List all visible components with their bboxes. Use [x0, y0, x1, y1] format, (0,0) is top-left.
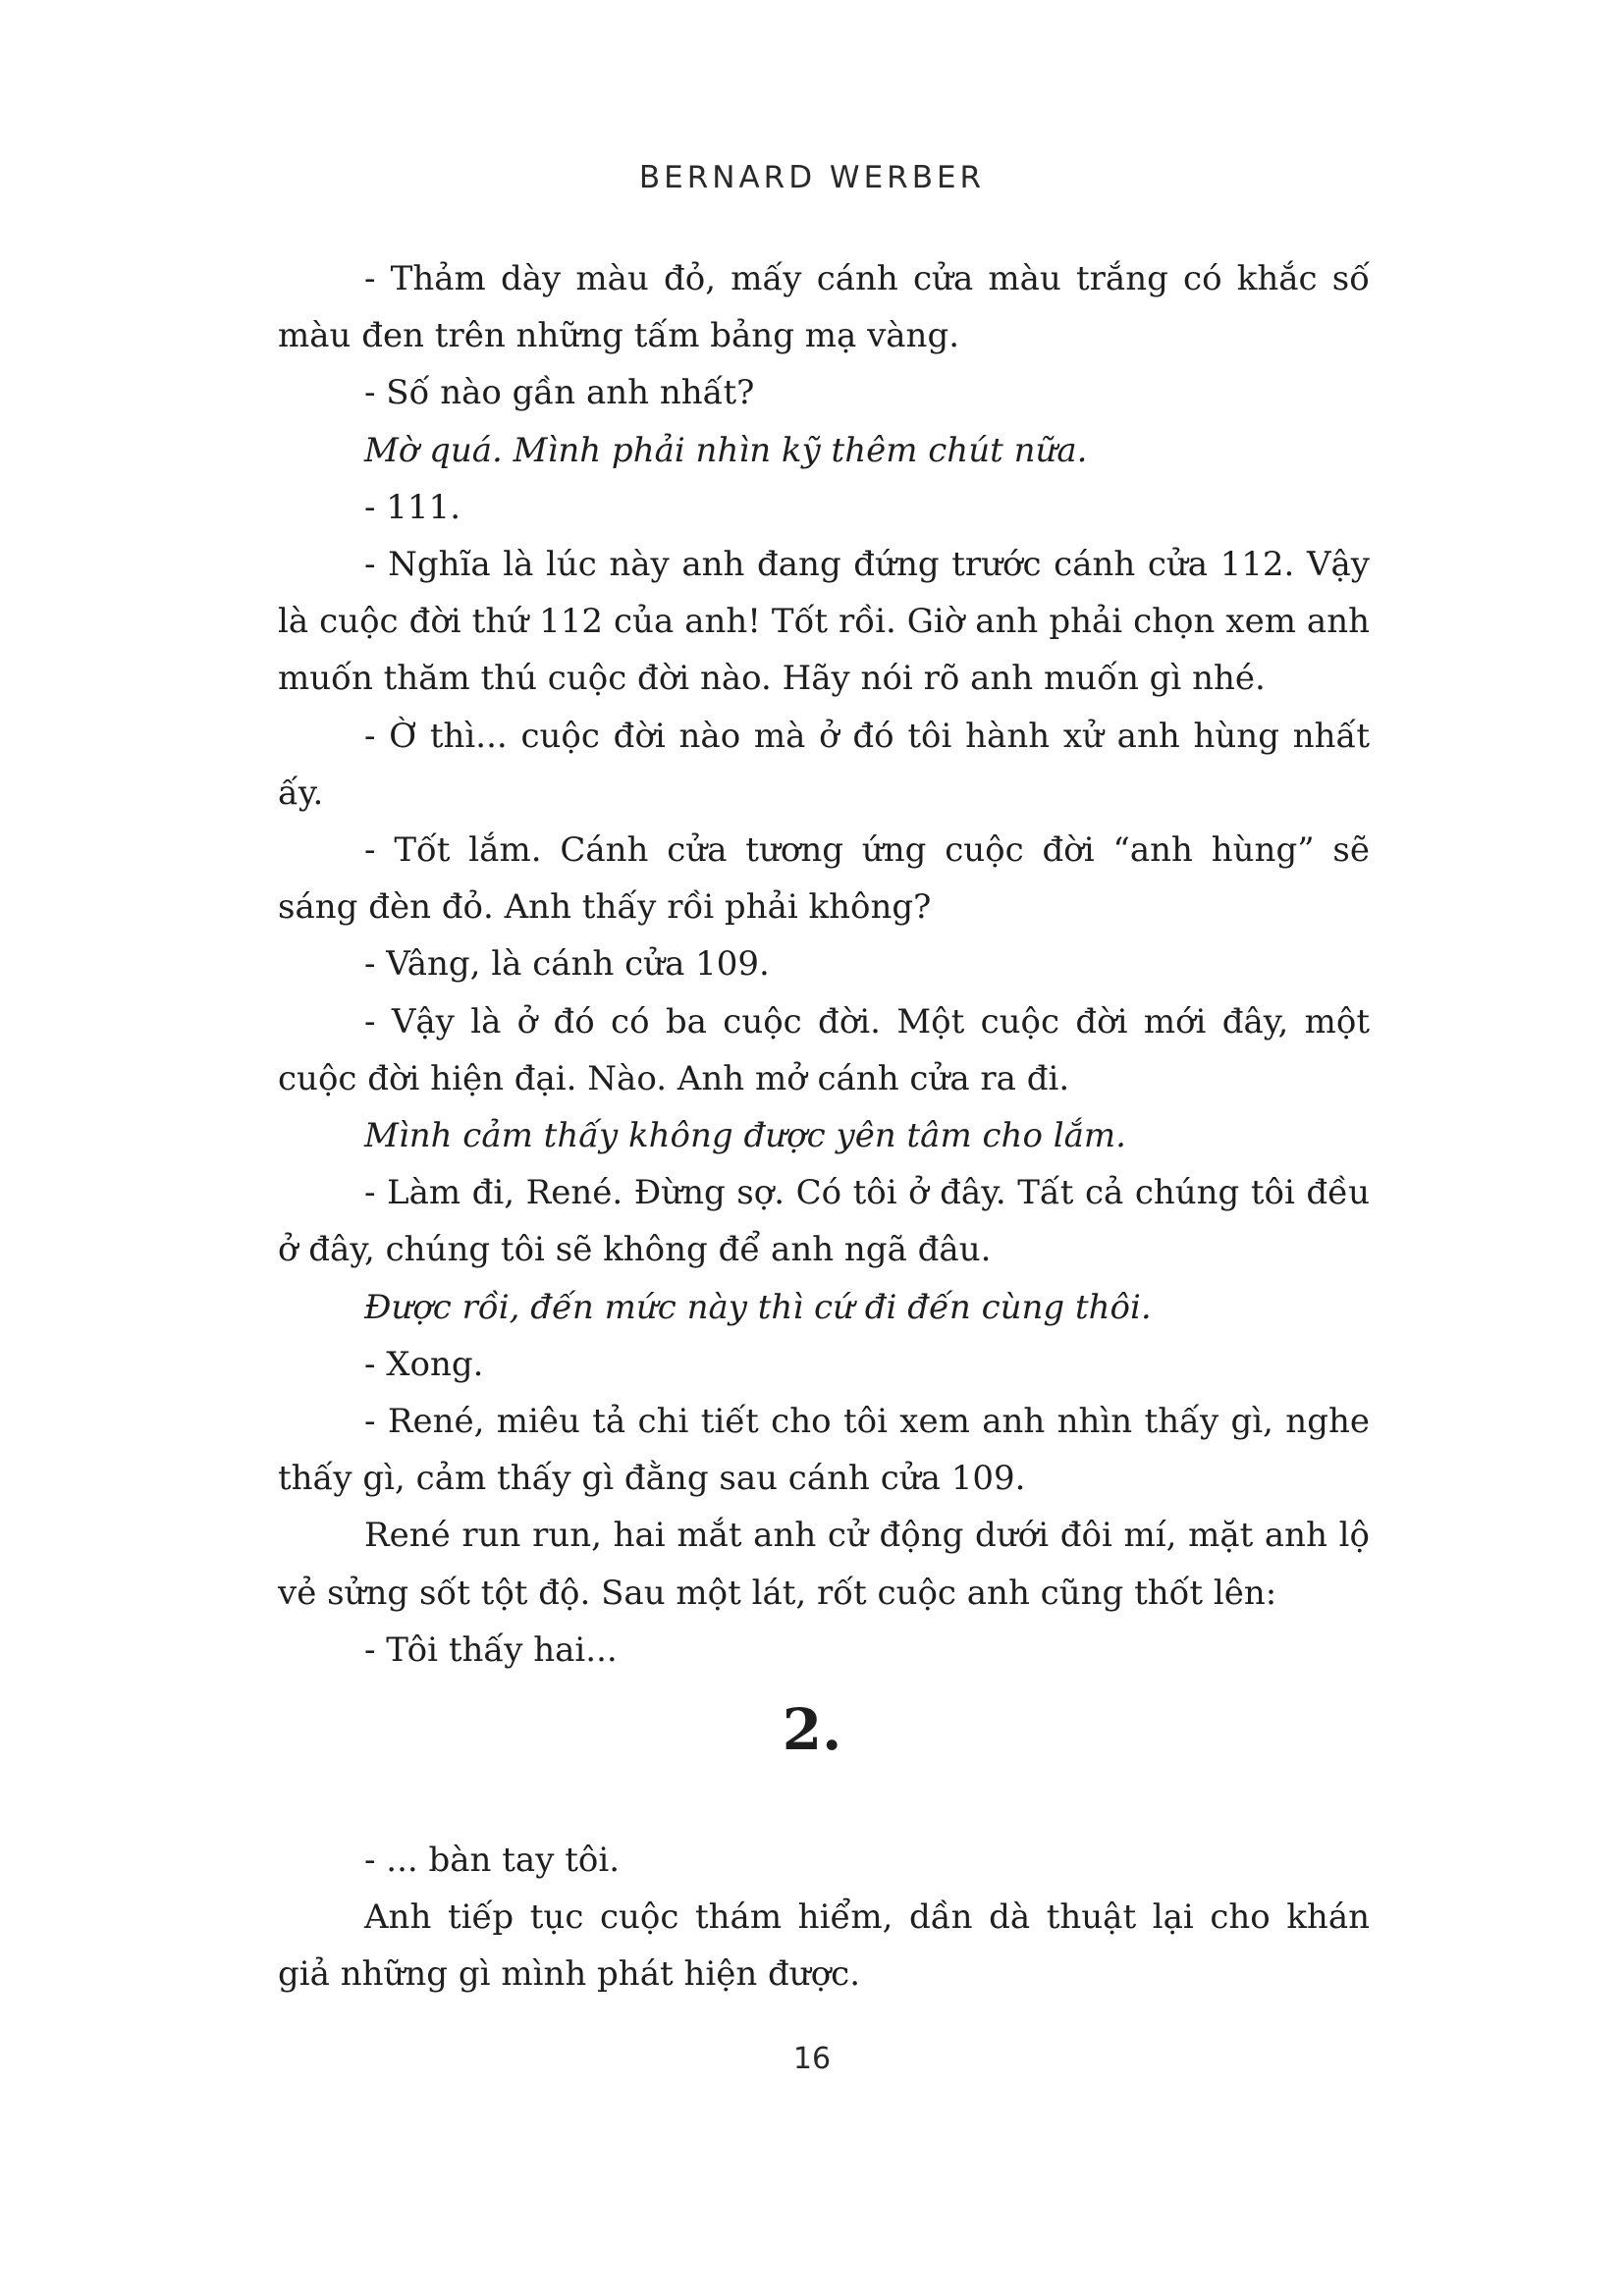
paragraph: - Thảm dày màu đỏ, mấy cánh cửa màu trắng có khắc số màu đen trên những tấm bảng mạ vàng.: [278, 259, 1370, 356]
chapter-number-heading: 2.: [782, 1696, 842, 1763]
paragraph: - Vâng, là cánh cửa 109.: [364, 944, 770, 985]
paragraph: - Nghĩa là lúc này anh đang đứng trước cánh cửa 112. Vậy là cuộc đời thứ 112 của anh! Tốt rồi. Giờ anh phải chọn xem anh muốn thăm thú cuộc đời nào. Hãy nói rõ anh muốn gì nhé.: [278, 545, 1370, 699]
paragraph-italic-thought: Mờ quá. Mình phải nhìn kỹ thêm chút nữa.: [364, 430, 1088, 470]
paragraph-italic-thought: Được rồi, đến mức này thì cứ đi đến cùng thôi.: [364, 1287, 1152, 1327]
paragraph: - Tốt lắm. Cánh cửa tương ứng cuộc đời “anh hùng” sẽ sáng đèn đỏ. Anh thấy rồi phải không?: [278, 830, 1370, 928]
paragraph: - Tôi thấy hai...: [364, 1629, 618, 1670]
paragraph: - ... bàn tay tôi.: [364, 1841, 621, 1880]
paragraph: - Xong.: [364, 1344, 484, 1384]
paragraph: - Làm đi, René. Đừng sợ. Có tôi ở đây. Tất cả chúng tôi đều ở đây, chúng tôi sẽ không để anh ngã đâu.: [278, 1173, 1370, 1270]
paragraph: - René, miêu tả chi tiết cho tôi xem anh nhìn thấy gì, nghe thấy gì, cảm thấy gì đằng sau cánh cửa 109.: [278, 1402, 1370, 1499]
paragraph-italic-thought: Mình cảm thấy không được yên tâm cho lắm.: [364, 1116, 1126, 1156]
running-header-author: BERNARD WERBER: [638, 160, 986, 195]
text-block-section-2: [278, 1832, 1370, 2003]
page-number: 16: [792, 2042, 832, 2076]
paragraph: Anh tiếp tục cuộc thám hiểm, dần dà thuật lại cho khán giả những gì mình phát hiện được.: [278, 1897, 1370, 1995]
paragraph: - Số nào gần anh nhất?: [364, 373, 755, 413]
paragraph: - Ờ thì... cuộc đời nào mà ở đó tôi hành xử anh hùng nhất ấy.: [278, 716, 1370, 813]
paragraph: - 111.: [364, 487, 460, 527]
paragraph: - Vậy là ở đó có ba cuộc đời. Một cuộc đời mới đây, một cuộc đời hiện đại. Nào. Anh mở cánh cửa ra đi.: [278, 1001, 1370, 1098]
text-block-section-1: [278, 250, 1370, 1679]
paragraph: René run run, hai mắt anh cử động dưới đôi mí, mặt anh lộ vẻ sửng sốt tột độ. Sau một lát, rốt cuộc anh cũng thốt lên:: [278, 1516, 1370, 1613]
